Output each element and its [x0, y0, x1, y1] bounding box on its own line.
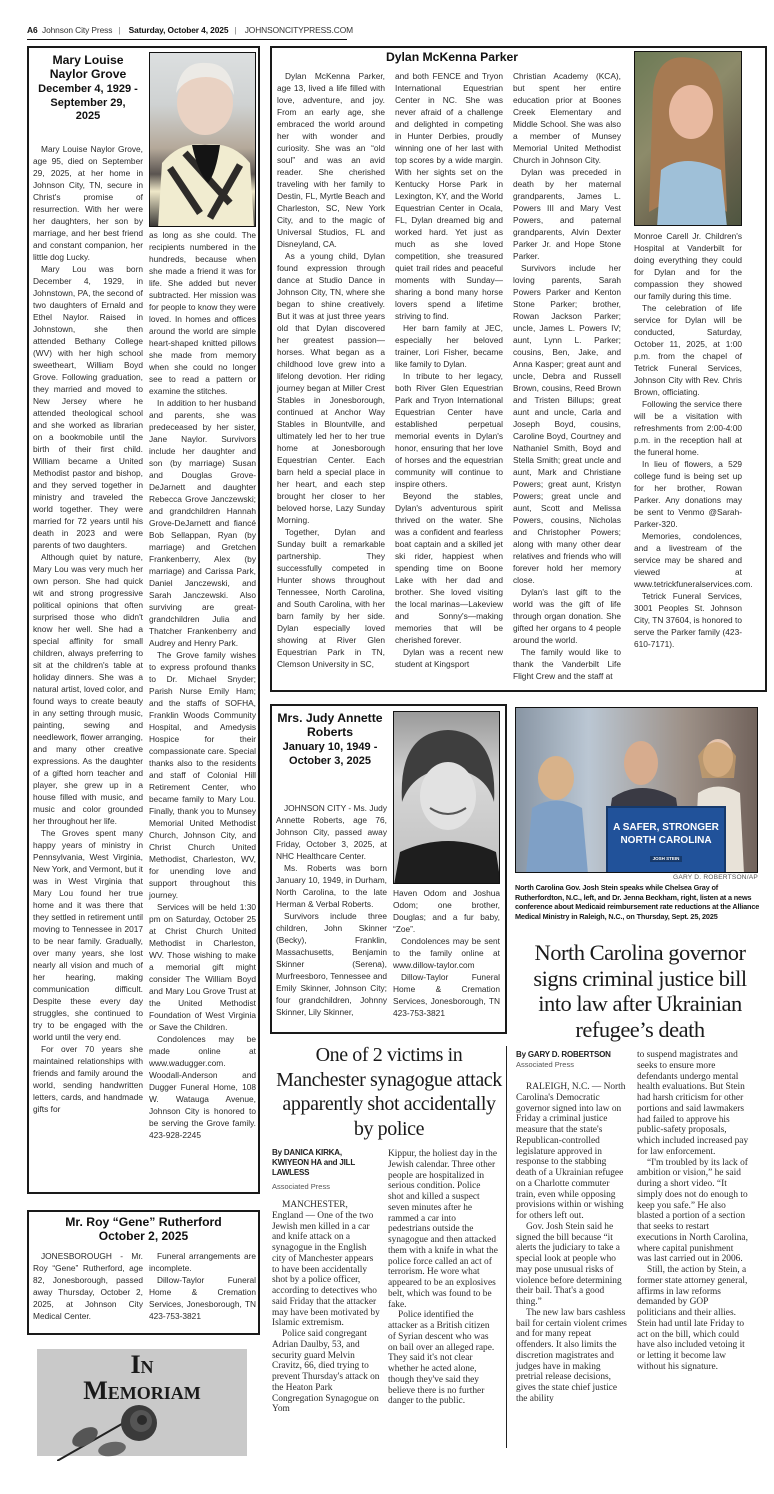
photo-credit: GARY D. ROBERTSON/AP: [673, 874, 758, 881]
agency-manchester: Associated Press: [272, 1182, 330, 1191]
obituary-parker-col2: and both FENCE and Tryon International Equestrian Center in NC. She was never afraid of a challenge and delighted in competing in Hunter Derbies, proudly winning one of her last with top scores by a wide margin. With her sights set on the Kentucky Horse Park in Lexington, KY, and the World Equestrian Center in Ocala, FL, Dylan dreamed big and worked hard. Yet just as much as she loved competition, she treasured quiet trail rides and peaceful moments with Sunday—sharing a bond many horse lovers spend a lifetime striving to find. Her barn family at JEC, especially her beloved trainer, Lori Fisher, became like family to Dylan. In tribute to her legacy, both River Glen Equestrian Park and Tryon International Equestrian Center have established perpetual memorial events in Dylan's honor, ensuring that her love of horses and the equestrian community will continue to inspire others. Beyond the stables, Dylan's adventurous spirit thrived on the water. She was a confident and fearless boat captain and a skilled jet ski rider, happiest when spending time on Boone Lake with her dad and brother. She loved visiting the local marinas—Lakeview and Sonny's—making memories that will be cherished forever. Dylan was a recent new student at Kingsport: [395, 71, 503, 669]
obituary-grove-col1: Mary Louise Naylor Grove, age 95, died on September 29, 2025, at her home in Johnson City, TN, secure in Christ's promise of resurrection. With her were her daughters, her son by marriage, and her best friend and constant companion, her little dog Lucky. Mary Lou was born December 4, 1929, in Johnstown, PA, the second of two daughters of Ernald and Ethel Naylor. Raised in Johnstown, she then attended Bethany College (WV) with her high school sweetheart, William Boyd Grove. Following graduation, they married and moved to New Jersey where he attended theological school and she worked as librarian on a bookmobile until the birth of their first child. William became a United Methodist pastor and bishop, and they served together in ministry and traveled the world together. They were married for 72 years until his death in 2023 and were parents of two daughters. Although quiet by nature, Mary Lou was very much her own person. She had quick wit and strong progressive political opinions that often surprised those who didn't know her well. She had a special affinity for small children, always preferring to sit at the children's table at holiday dinners. She was a natural artist, loved color, and found ways to create beauty in any setting through music, painting, sewing and needlework, flower arranging, and many other creative expressions. As the daughter of a gifted horn teacher and player, she grew up in a house filled with music, and music and color grounded her throughout her life. The Groves spent many happy years of ministry in Pennsylvania, West Virginia, New York, and Vermont, but it was in West Virginia that Mary Lou found her true home and it was there that they settled in retirement until moving to Tennessee in 2017 to be near family. Gradually, over many years, she lost nearly all vision and much of her hearing, making communication difficult. Despite these every day struggles, she continued to try to be engaged with the world until the very end. For over 70 years she maintained relationships with friends and family around the world, sending handwritten letters, cards, and handmade gifts for: [33, 144, 143, 1114]
obituary-dates: January 10, 1949 - October 3, 2025: [282, 741, 378, 767]
paper-name: Johnson City Press: [41, 25, 113, 35]
obituary-dates: December 4, 1929 - September 29, 2025: [38, 83, 138, 122]
page-number: A6: [27, 25, 38, 35]
portrait-photo-grove: [149, 52, 256, 227]
obituary-parker-col1: Dylan McKenna Parker, age 13, lived a life filled with love, adventure, and joy. From an early age, she embraced the world around her with wonder and curiosity. She was an “old soul” and was an avid reader. She cherished traveling with her family to Destin, FL, Myrtle Beach and Charleston, SC, New York City, and to the magic of Universal Studios, FL and Disneyland, CA. As a young child, Dylan found expression through dance at Studio Dance in Johnson City, TN, where she began to shine creatively. But it was at just three years old that Dylan discovered her greatest passion—horses. What began as a childhood love grew into a lifelong devotion. Her riding journey began at Miller Crest Stables in Jonesborough, continued at Anchor Way Stables in Blountville, and ultimately led her to her true home at Jonesborough Equestrian Center. Each barn held a special place in her heart, and each step brought her closer to her beloved horse, Lazy Sunday Morning. Together, Dylan and Sunday built a remarkable partnership. They successfully competed in Hunter shows throughout Tennessee, North Carolina, and South Carolina, with her barn family by her side. Dylan especially loved showing at River Glen Equestrian Park in TN, Clemson University in SC,: [277, 71, 385, 669]
obituary-rutherford-col1: JONESBOROUGH - Mr. Roy “Gene” Rutherford, age 82, Jonesborough, passed away Thursday, October 2, 2025, at Johnson City Medical Center.: [33, 1251, 143, 1321]
story-manchester-col2: Kippur, the holiest day in the Jewish calendar. Three other people are hospitalized in serious condition. Police shot and killed a suspect seven minutes after he rammed a car into pedestrians outside the synagogue and then attacked them with a knife in what the police force called an act of terrorism. He wore what appeared to be an explosives belt, which was found to be fake. Police identified the attacker as a British citizen of Syrian descent who was on bail over an alleged rape. They said it's not clear whether he acted alone, though they've said they believe there is no further danger to the public.: [388, 1149, 498, 1407]
obituary-dates: October 2, 2025: [98, 1229, 189, 1243]
memoriam-line1: In: [130, 1350, 154, 1379]
headline-nc-governor: North Carolina governor signs criminal justice bill into law after Ukrainian refugee’s death: [533, 940, 747, 1042]
obituary-grove: [27, 46, 260, 1194]
podium-logo: JOSH STEIN: [650, 856, 683, 862]
obituary-name: Mr. Roy “Gene” Rutherford: [65, 1215, 222, 1229]
story-nc-col2: to suspend magistrates and seeks to ensure more defendants undergo mental health evaluations. But Stein had harsh criticism for other portions and said lawmakers had failed to approve his public-safety proposals, which included increased pay for law enforcement. “I'm troubled by its lack of ambition or vision,” he said during a short video. “It simply does not do enough to keep you safe.” He also blasted a portion of a section that seeks to restart executions in North Carolina, where capital punishment was last carried out in 2006. Still, the action by Stein, a former state attorney general, affirms in law reforms demanded by GOP politicians and their allies. Stein had until late Friday to act on the bill, which could have also included vetoing it or letting it become law without his signature.: [637, 1050, 749, 1372]
memoriam-line2: Memoriam: [83, 1376, 201, 1405]
page-masthead: A6 Johnson City Press | Saturday, October 4, 2025 | JOHNSONCITYPRESS.COM: [27, 25, 347, 40]
obituary-rutherford: [27, 1210, 260, 1335]
news-photo-stein: [515, 707, 758, 873]
obituary-parker-col4: Monroe Carell Jr. Children's Hospital at Vanderbilt for doing everything they could for Dylan and for the compassion they showed our family during this time. The celebration of life service for Dylan will be conducted, Saturday, October 11, 2025, at 1:00 p.m. from the chapel of Tetrick Funeral Services, Johnson City with Rev. Chris Brown, officiating. Following the service there will be a visitation with refreshments from 2:00-4:00 p.m. in the reception hall at the funeral home. In lieu of flowers, a 529 college fund is being set up for her brother, Rowan Parker. Any donations may be sent to Venmo @Sarah-Parker-320. Memories, condolences, and a livestream of the service may be shared and viewed at www.tetrickfuneralservices.com. Tetrick Funeral Services, 3001 Peoples St. Johnson City, TN 37604, is honored to serve the Parker family (423-610-7171).: [634, 231, 753, 649]
obituary-grove-col2: as long as she could. The recipients numbered in the hundreds, because when she made a friend it was for life. She added but never subtracted. Her mission was for people to know they were loved. In homes and offices around the world are simple heart-shaped knitted pillows she made from memory when she could no longer see to read a pattern or examine the stitches. In addition to her husband and parents, she was predeceased by her sister, Jane Naylor. Survivors include her daughter and son (by marriage) Susan and Douglas Grove-DeJarnett and daughter Rebecca Grove Janczewski; and grandchildren Hannah Grove-DeJarnett and fiancé Bob Sellappan, Ryan (by marriage) and Gretchen Frankenberry, Alex (by marriage) and Carissa Park, Daniel Janczewski, and Sarah Janczewski. Also surviving are great-grandchildren Julia and Thatcher Frankenberry and Audrey and Henry Park. The Grove family wishes to express profound thanks to Dr. Michael Snyder; Parish Nurse Emily Ham; and the staffs of SOFHA, Franklin Woods Community Hospital, and Amedysis Hospice for their compassionate care. Special thanks also to the residents and staff of Colonial Hill Retirement Center, who became family to Mary Lou. Finally, thank you to Munsey Memorial United Methodist Church, Johnson City, and Christ Church United Methodist, Charleston, WV, for unending love and support throughout this journey. Services will be held 1:30 pm on Saturday, October 25 at Christ Church United Methodist in Charleston, WV. Those wishing to make a memorial gift might consider The William Boyd and Mary Lou Grove Trust at the United Methodist Foundation of West Virginia or Save the Children. Condolences may be made online at www.wadugger.com. Woodall-Anderson and Dugger Funeral Home, 108 W. Watauga Avenue, Johnson City is honored to be serving the Grove family. 423-928-2245: [149, 230, 256, 1140]
podium-sign: [606, 806, 726, 873]
story-manchester-col1: MANCHESTER, England — One of the two Jewish men killed in a car and knife attack on a synagogue in the English city of Manchester appears to have been accidentally shot by a police officer, according to detectives who said Friday that the attacker may have been motivated by Islamic extremism. Police said congregant Adrian Daulby, 53, and security guard Melvin Cravitz, 66, died trying to prevent Thursday's attack on the Heaton Park Congregation Synagogue on Yom: [272, 1200, 380, 1415]
issue-date: Saturday, October 4, 2025: [128, 25, 229, 35]
obituary-name: Dylan McKenna Parker: [385, 50, 519, 64]
story-nc-col1: RALEIGH, N.C. — North Carolina's Democratic governor signed into law on Friday a criminal justice measure that the state's Republican-controlled legislature approved in response to the stabbing death of a Ukrainian refugee on a Charlotte commuter train, even while opposing provisions within or wishing for others left out. Gov. Josh Stein said he signed the bill because “it alerts the judiciary to take a special look at people who may pose unusual risks of violence before determining their bail. That's a good thing.” The new law bars cashless bail for certain violent crimes and for many repeat offenders. It also limits the discretion magistrates and judges have in making pretrial release decisions, gives the state chief justice the ability: [516, 1082, 627, 1404]
rose-icon: [57, 1401, 177, 1461]
portrait-photo-parker: [634, 51, 742, 226]
obituary-name: Mary Louise Naylor Grove: [49, 53, 127, 81]
byline-nc: By GARY D. ROBERTSON: [516, 1050, 611, 1059]
photo-portrait-icon: [635, 52, 742, 226]
obituary-rutherford-col2: Funeral arrangements are incomplete. Dillow-Taylor Funeral Home & Cremation Services, Jonesborough, TN 423-753-3821: [149, 1251, 256, 1321]
obituary-parker-col3: Christian Academy (KCA), but spent her entire education prior at Boones Creek Elementary and Middle School. She was also a member of Munsey Memorial United Methodist Church in Johnson City. Dylan was preceded in death by her maternal grandparents, James L. Powers III and Mary Vest Powers, and paternal grandparents, Alvin Dexter Parker Jr. and Hope Stone Parker. Survivors include her loving parents, Sarah Powers Parker and Kenton Stone Parker; brother, Rowan Jackson Parker; uncle, James L. Powers IV; aunt, Lynn L. Parker; cousins, Ben, Jake, and Anna Kasper; great aunt and uncle, Debra and Russell Brown, cousins, Reed Brown and Tristen Billups; great aunt and uncle, Carla and Joseph Boyd, cousins, Caroline Boyd, Courtney and Nathaniel Smith, Boyd and Stella Smith; great uncle and aunt, Mark and Christiane Powers; great aunt, Kristyn Powers; great uncle and aunt, Scott and Melissa Powers, cousins, Nicholas and Christopher Powers; along with many other dear relatives and friends who will forever hold her memory close. Dylan's last gift to the world was the gift of life through organ donation. She gifted her organs to 4 people around the world. The family would like to thank the Vanderbilt Life Flight Crew and the staff at: [513, 71, 621, 681]
obituary-parker: [270, 46, 767, 692]
obituary-roberts-col2: Haven Odom and Joshua Odom; one brother, Douglas; and a fur baby, “Zoe”. Condolences may be sent to the family online at www.dillow-taylor.com Dillow-Taylor Funeral Home & Cremation Services, Jonesborough, TN 423-753-3821: [393, 888, 500, 1018]
column-rule: [506, 1046, 507, 1448]
podium-line1: A SAFER, STRONGER: [613, 822, 719, 833]
byline-manchester: By DANICA KIRKA, KWIYEON HA and JILL LAWLESS: [272, 1148, 355, 1177]
in-memoriam-graphic: [37, 1349, 247, 1456]
agency-nc: Associated Press: [516, 1060, 574, 1069]
portrait-photo-roberts: [393, 711, 500, 884]
obituary-name: Mrs. Judy Annette Roberts: [277, 711, 383, 739]
photo-portrait-icon: [394, 712, 500, 884]
obituary-roberts-col1: JOHNSON CITY - Ms. Judy Annette Roberts, age 76, Johnson City, passed away Friday, October 3, 2025, at NHC Healthcare Center. Ms. Roberts was born January 10, 1949, in Durham, North Carolina, to the late Herman & Verbal Roberts. Survivors include three children, John Skinner (Becky), Franklin, Massachusetts, Benjamin Skinner (Serena), Murfreesboro, Tennessee and Emily Skinner, Johnson City; four grandchildren, Johnny Skinner, Lily Skinner,: [276, 803, 387, 1017]
photo-portrait-icon: [150, 53, 256, 227]
headline-manchester: One of 2 victims in Manchester synagogue attack apparently shot accidentally by police: [276, 1044, 502, 1140]
site-url: JOHNSONCITYPRESS.COM: [244, 25, 354, 35]
obituary-roberts: [270, 704, 507, 1034]
photo-caption: North Carolina Gov. Josh Stein speaks while Chelsea Gray of Rutherfordton, N.C., left, and Dr. Jenna Beckham, right, listen at a news conference about Medicaid reimbursement rate reductions at the Alliance Medical Ministry in Raleigh, N.C., on Thursday, Sept. 25, 2025: [515, 883, 760, 921]
podium-line2: NORTH CAROLINA: [620, 835, 712, 846]
